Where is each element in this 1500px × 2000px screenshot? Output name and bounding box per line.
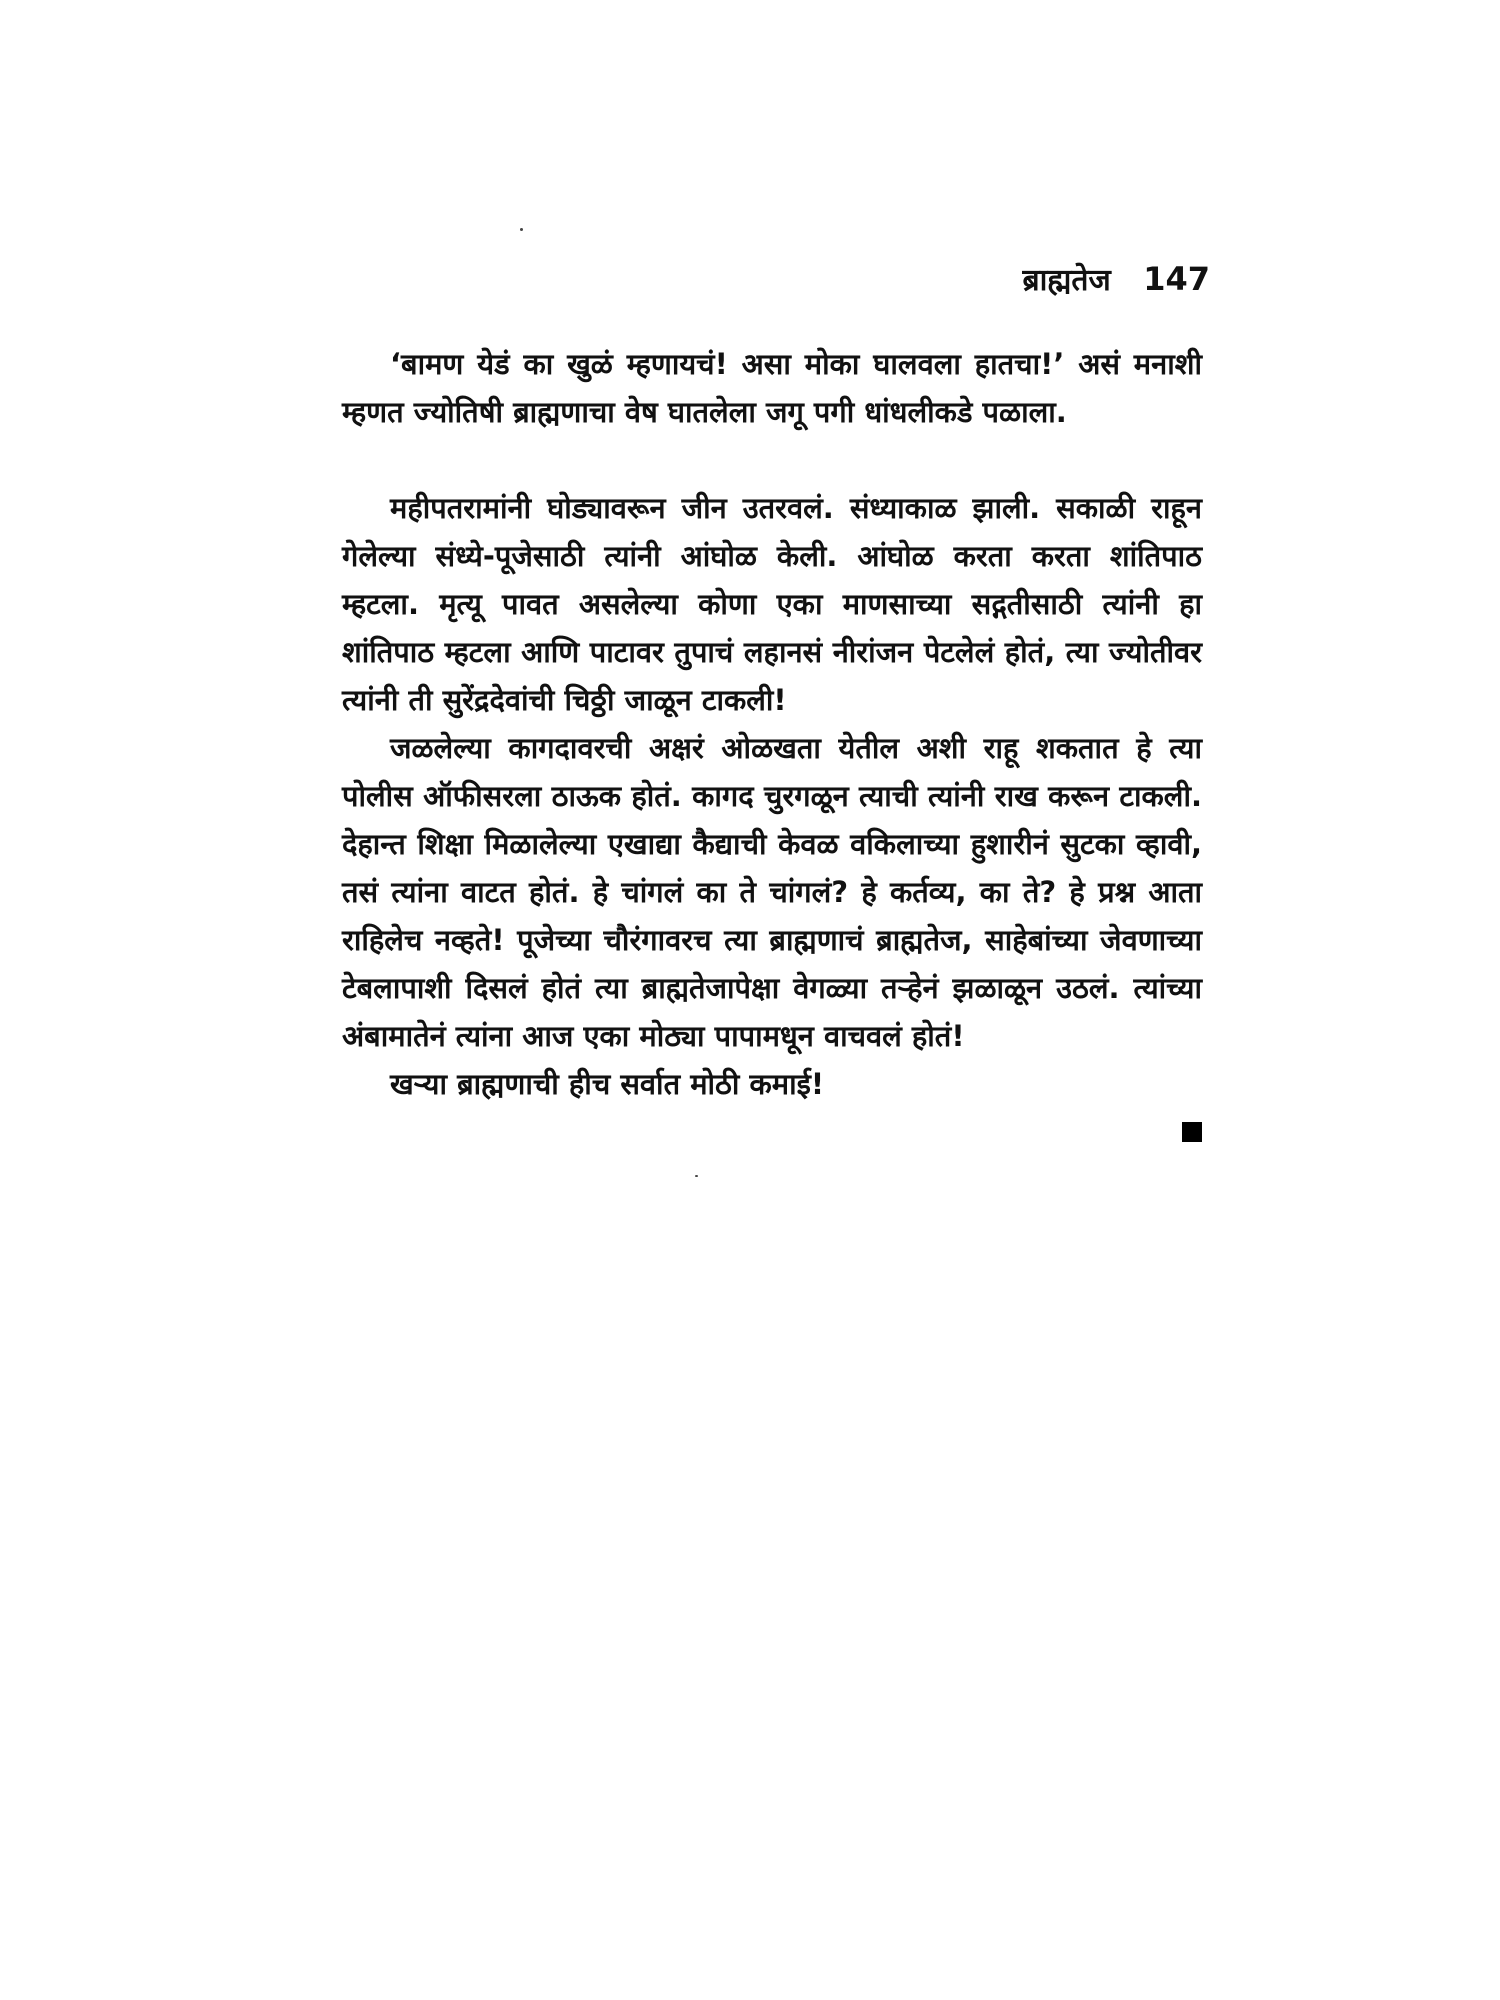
body-text	[342, 340, 1202, 1108]
scan-speck	[520, 228, 523, 231]
scan-speck	[695, 1175, 698, 1177]
paragraph: खऱ्या ब्राह्मणाची हीच सर्वात मोठी कमाई!	[390, 1067, 825, 1101]
paragraph: महीपतरामांनी घोड्यावरून जीन उतरवलं. संध्याकाळ झाली. सकाळी राहून गेलेल्या संध्ये-पूजेसाठी त्यांनी आंघोळ केली. आंघोळ करता करता शांतिपाठ म्हटला. मृत्यू पावत असलेल्या कोणा एका माणसाच्या सद्गतीसाठी त्यांनी हा शांतिपाठ म्हटला आणि पाटावर तुपाचं लहानसं नीरांजन पेटलेलं होतं, त्या ज्योतीवर त्यांनी ती सुरेंद्रदेवांची चिठ्ठी जाळून टाकली!	[342, 491, 1202, 717]
running-header	[1022, 258, 1210, 299]
paragraph: ‘बामण येडं का खुळं म्हणायचं! असा मोका घालवला हातचा!’ असं मनाशी म्हणत ज्योतिषी ब्राह्मणाचा वेष घातलेला जगू पगी धांधलीकडे पळाला.	[342, 347, 1202, 429]
paragraph: जळलेल्या कागदावरची अक्षरं ओळखता येतील अशी राहू शकतात हे त्या पोलीस ऑफीसरला ठाऊक होतं. कागद चुरगळून त्याची त्यांनी राख करून टाकली. देहान्त शिक्षा मिळालेल्या एखाद्या कैद्याची केवळ वकिलाच्या हुशारीनं सुटका व्हावी, तसं त्यांना वाटत होतं. हे चांगलं का ते चांगलं? हे कर्तव्य, का ते? हे प्रश्न आता राहिलेच नव्हते! पूजेच्या चौरंगावरच त्या ब्राह्मणाचं ब्राह्मतेज, साहेबांच्या जेवणाच्या टेबलापाशी दिसलं होतं त्या ब्राह्मतेजापेक्षा वेगळ्या तऱ्हेनं झळाळून उठलं. त्यांच्या अंबामातेनं त्यांना आज एका मोठ्या पापामधून वाचवलं होतं!	[342, 731, 1202, 1053]
running-header-title: ब्राह्मतेज	[1022, 263, 1111, 298]
paragraph-gap	[342, 436, 1202, 484]
page-number: 147	[1143, 260, 1210, 298]
black-square-icon	[1182, 1122, 1202, 1142]
